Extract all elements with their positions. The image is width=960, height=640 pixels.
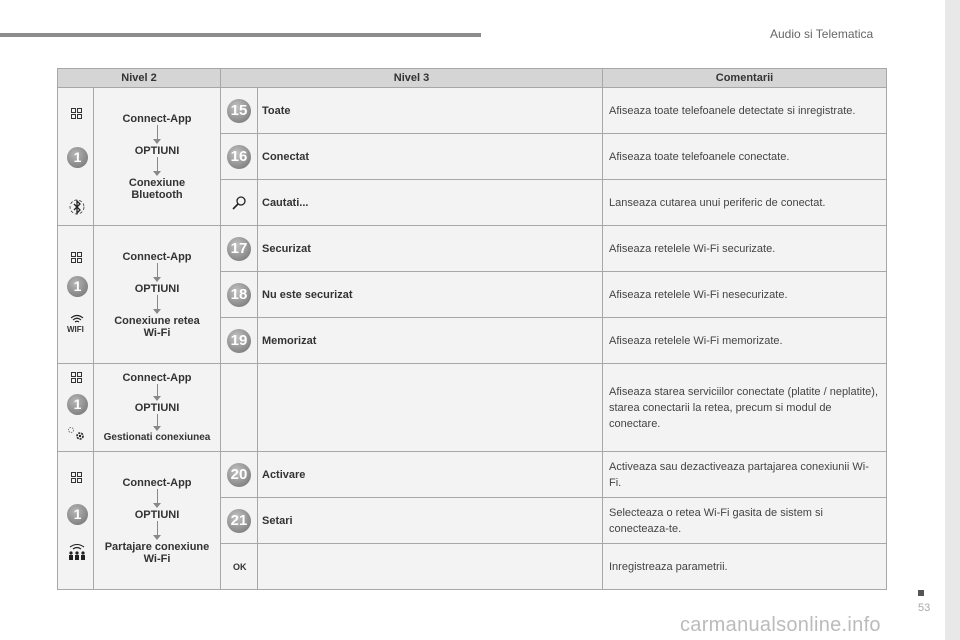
level1-badge: 1 xyxy=(67,394,88,415)
step-badge: 15 xyxy=(227,99,251,123)
level2-nav-cell xyxy=(94,364,221,452)
header-nivel-3: Nivel 3 xyxy=(221,69,603,88)
nav-target: Conexiune retea Wi-Fi xyxy=(114,314,200,339)
level3-label: Nu este securizat xyxy=(258,272,603,318)
level3-label: Activare xyxy=(258,452,603,498)
level3-label: Memorizat xyxy=(258,318,603,364)
level3-label: Conectat xyxy=(258,134,603,180)
settings-table xyxy=(57,68,887,590)
marker-cell xyxy=(221,452,258,498)
comment-text: Inregistreaza parametrii. xyxy=(603,544,887,590)
comment-text: Lanseaza cutarea unui periferic de conectat. xyxy=(603,180,887,226)
comment-text: Afiseaza toate telefoanele detectate si inregistrate. xyxy=(603,88,887,134)
level3-label: Toate xyxy=(258,88,603,134)
table-header-row xyxy=(58,69,887,88)
level3-label xyxy=(258,544,603,590)
connect-app-grid-icon xyxy=(71,252,82,263)
gear-icon xyxy=(67,426,87,442)
marker-cell xyxy=(221,364,258,452)
marker-cell xyxy=(221,180,258,226)
nav-connect-app: Connect-App xyxy=(122,250,192,263)
nav-arrow xyxy=(94,414,220,432)
header-comentarii: Comentarii xyxy=(603,69,887,88)
step-badge: 21 xyxy=(227,509,251,533)
marker-cell xyxy=(221,134,258,180)
marker-cell xyxy=(221,498,258,544)
nav-arrow xyxy=(94,384,220,402)
nav-optiuni: OPTIUNI xyxy=(134,144,180,157)
step-badge: 20 xyxy=(227,463,251,487)
nav-arrow xyxy=(94,263,220,283)
nav-target: Gestionati conexiunea xyxy=(103,432,211,443)
level1-icon-cell xyxy=(58,452,94,590)
comment-text: Activeaza sau dezactiveaza partajarea conexiunii Wi-Fi. xyxy=(603,452,887,498)
level2-nav-cell xyxy=(94,226,221,364)
connect-app-grid-icon xyxy=(71,472,82,483)
watermark: carmanualsonline.info xyxy=(680,614,881,636)
hotspot-sharing-icon xyxy=(67,542,87,562)
step-badge: 16 xyxy=(227,145,251,169)
level3-label: Setari xyxy=(258,498,603,544)
level1-icon-cell xyxy=(58,88,94,226)
marker-cell xyxy=(221,88,258,134)
nav-arrow xyxy=(94,489,220,509)
comment-text: Afiseaza starea serviciilor conectate (platite / neplatite), starea conectarii la retea, precum si modul de conectare. xyxy=(603,364,887,452)
nav-optiuni: OPTIUNI xyxy=(134,402,180,414)
page-number: 53 xyxy=(918,602,931,614)
nav-connect-app: Connect-App xyxy=(122,372,192,384)
marker-cell xyxy=(221,544,258,590)
nav-connect-app: Connect-App xyxy=(122,112,192,125)
marker-cell xyxy=(221,226,258,272)
level1-badge: 1 xyxy=(67,147,88,168)
comment-text: Afiseaza retelele Wi-Fi memorizate. xyxy=(603,318,887,364)
header-nivel-2: Nivel 2 xyxy=(58,69,221,88)
nav-arrow xyxy=(94,125,220,145)
table-row xyxy=(58,226,887,272)
level1-icon-cell xyxy=(58,364,94,452)
page-header-title: Audio si Telematica xyxy=(770,27,874,41)
level3-label: Securizat xyxy=(258,226,603,272)
marker-cell xyxy=(221,272,258,318)
step-badge: 19 xyxy=(227,329,251,353)
level1-badge: 1 xyxy=(67,504,88,525)
level3-label: Cautati... xyxy=(258,180,603,226)
search-icon xyxy=(231,195,247,211)
wifi-icon xyxy=(70,314,84,324)
comment-text: Selecteaza o retea Wi-Fi gasita de sistem si conecteaza-te. xyxy=(603,498,887,544)
nav-target: Partajare conexiune Wi-Fi xyxy=(104,540,210,565)
level3-label xyxy=(258,364,603,452)
comment-text: Afiseaza toate telefoanele conectate. xyxy=(603,134,887,180)
table-row xyxy=(58,88,887,134)
page-edge-tab xyxy=(945,0,960,640)
nav-arrow xyxy=(94,521,220,541)
comment-text: Afiseaza retelele Wi-Fi securizate. xyxy=(603,226,887,272)
nav-optiuni: OPTIUNI xyxy=(134,508,180,521)
nav-target: Conexiune Bluetooth xyxy=(128,176,186,201)
table-row xyxy=(58,452,887,498)
connect-app-grid-icon xyxy=(71,108,82,119)
level2-nav-cell xyxy=(94,452,221,590)
nav-optiuni: OPTIUNI xyxy=(134,282,180,295)
ok-label: OK xyxy=(233,561,247,572)
nav-connect-app: Connect-App xyxy=(122,476,192,489)
connect-app-grid-icon xyxy=(71,372,82,383)
table-row xyxy=(58,364,887,452)
comment-text: Afiseaza retelele Wi-Fi nesecurizate. xyxy=(603,272,887,318)
bluetooth-icon xyxy=(69,198,85,216)
header-rule xyxy=(0,33,481,37)
level1-badge: 1 xyxy=(67,276,88,297)
level2-nav-cell xyxy=(94,88,221,226)
step-badge: 17 xyxy=(227,237,251,261)
footer-square-marker xyxy=(918,590,924,596)
step-badge: 18 xyxy=(227,283,251,307)
nav-arrow xyxy=(94,295,220,315)
marker-cell xyxy=(221,318,258,364)
level1-icon-cell xyxy=(58,226,94,364)
nav-arrow xyxy=(94,157,220,177)
wifi-label: WIFI xyxy=(67,325,84,334)
